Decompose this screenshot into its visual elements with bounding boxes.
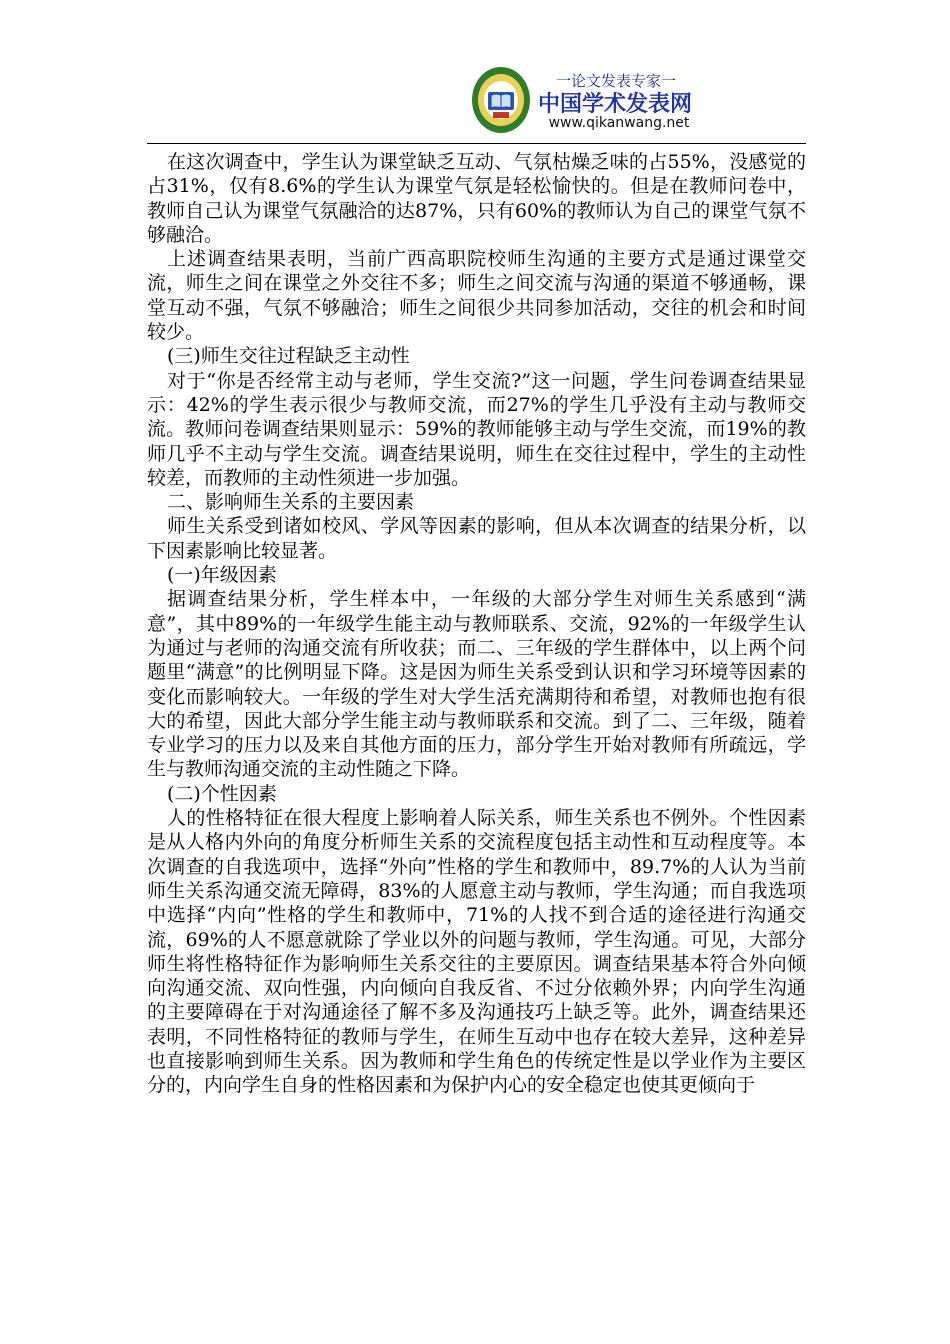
paragraph: 对于“你是否经常主动与老师，学生交流?”这一问题，学生问卷调查结果显示：42%的学生表示很少与教师交流，而27%的学生几乎没有主动与教师交流。教师问卷调查结果则显示：59%的教师能够主动与学生交流，而19%的教师几乎不主动与学生交流。调查结果说明，师生在交往过程中，学生的主动性较差，而教师的主动性须进一步加强。 [147, 369, 806, 489]
logo-site-name: 中国学术发表网 [537, 92, 692, 117]
section-heading: (三)师生交往过程缺乏主动性 [166, 345, 410, 368]
site-logo[interactable] [471, 66, 697, 138]
paragraph: 据调查结果分析，学生样本中，一年级的大部分学生对师生关系感到“满意”，其中89%的一年级学生能主动与教师联系、交流，92%的一年级学生认为通过与老师的沟通交流有所收获；而二、三年级的学生群体中，以上两个问题里“满意”的比例明显下降。这是因为师生关系受到认识和学习环境等因素的变化而影响较大。一年级的学生对大学生活充满期待和希望，对教师也抱有很大的希望，因此大部分学生能主动与教师联系和交流。到了二、三年级，随着专业学习的压力以及来自其他方面的压力，部分学生开始对教师有所疏远，学生与教师沟通交流的主动性随之下降。 [147, 588, 806, 781]
article-body [147, 150, 806, 1098]
paragraph: 师生关系受到诸如校风、学风等因素的影响，但从本次调查的结果分析，以下因素影响比较显著。 [147, 515, 806, 562]
paragraph: 在这次调查中，学生认为课堂缺乏互动、气氛枯燥乏味的占55%，没感觉的占31%，仅有8.6%的学生认为课堂气氛是轻松愉快的。但是在教师问卷中，教师自己认为课堂气氛融洽的达87%，只有60%的教师认为自己的课堂气氛不够融洽。 [147, 151, 806, 246]
section-heading: (一)年级因素 [166, 564, 277, 587]
logo-slogan: 一论文发表专家一 [555, 72, 676, 90]
header-rule [147, 143, 806, 144]
section-heading: 二、影响师生关系的主要因素 [166, 491, 414, 514]
paragraph: 上述调查结果表明，当前广西高职院校师生沟通的主要方式是通过课堂交流，师生之间在课堂之外交往不多；师生之间交流与沟通的渠道不够通畅，课堂互动不强，气氛不够融洽；师生之间很少共同参加活动，交往的机会和时间较少。 [147, 248, 806, 344]
paragraph: 人的性格特征在很大程度上影响着人际关系，师生关系也不例外。个性因素是从人格内外向的角度分析师生关系的交流程度包括主动性和互动程度等。本次调查的自我选项中，选择“外向”性格的学生和教师中，89.7%的人认为当前师生关系沟通交流无障碍，83%的人愿意主动与教师，学生沟通；而自我选项中选择“内向”性格的学生和教师中，71%的人找不到合适的途径进行沟通交流，69%的人不愿意就除了学业以外的问题与教师，学生沟通。可见，大部分师生将性格特征作为影响师生关系交往的主要原因。调查结果基本符合外向倾向沟通交流、双向性强，内向倾向自我反省、不过分依赖外界；内向学生沟通的主要障碍在于对沟通途径了解不多及沟通技巧上缺乏等。此外，调查结果还表明，不同性格特征的教师与学生，在师生互动中也存在较大差异，这种差异也直接影响到师生关系。因为教师和学生角色的传统定性是以学业作为主要区分的，内向学生自身的性格因素和为保护内心的安全稳定也使其更倾向于 [147, 807, 806, 1097]
section-heading: (二)个性因素 [166, 782, 277, 805]
seal-emblem-icon [471, 66, 531, 134]
logo-url[interactable]: www.qikanwang.net [548, 115, 690, 131]
